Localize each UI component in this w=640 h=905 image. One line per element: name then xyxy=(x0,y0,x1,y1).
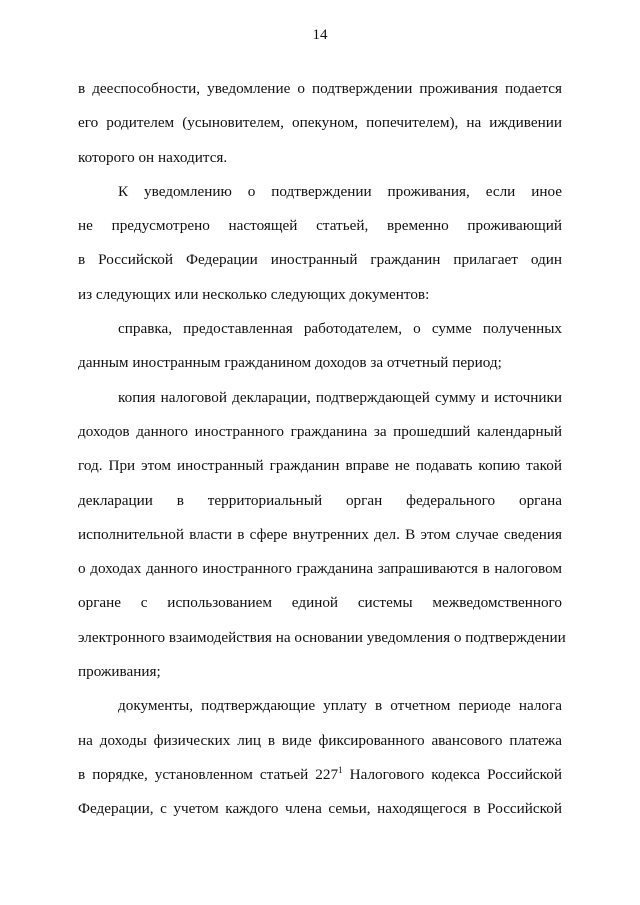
text-line-content: К уведомлению о подтверждении проживания, если иное xyxy=(118,182,562,200)
footnote-superscript: 1 xyxy=(338,764,343,775)
text-line-content: справка, предоставленная работодателем, о сумме полученных xyxy=(118,320,562,338)
text-line-content: о доходах данного иностранного гражданина запрашиваются в налоговом xyxy=(78,560,562,578)
text-line xyxy=(78,209,562,243)
text-line xyxy=(78,346,562,380)
text-line-content: в порядке, установленном статьей 227 xyxy=(78,765,339,783)
text-line xyxy=(78,175,562,209)
text-line xyxy=(78,312,562,346)
text-line-content: декларации в территориальный орган федерального органа xyxy=(78,491,562,509)
text-line xyxy=(78,689,562,723)
text-line-content: документы, подтверждающие уплату в отчетном периоде налога xyxy=(118,697,562,715)
text-line-content: в дееспособности, уведомление о подтверждении проживания подается xyxy=(78,80,562,97)
text-line-content: доходов данного иностранного гражданина за прошедший календарный xyxy=(78,422,562,440)
text-line xyxy=(78,655,562,689)
text-line xyxy=(78,484,562,518)
page-number: 14 xyxy=(312,27,328,43)
document-body xyxy=(78,72,566,827)
text-line xyxy=(78,381,562,415)
text-line-content: органе с использованием единой системы межведомственного xyxy=(78,594,562,612)
text-line xyxy=(78,72,562,106)
text-line-content: из следующих или несколько следующих документов: xyxy=(78,285,430,303)
text-line xyxy=(78,106,562,140)
text-line xyxy=(78,415,562,449)
text-line-content: копия налоговой декларации, подтверждающей сумму и источники xyxy=(118,388,562,406)
text-line-content: его родителем (усыновителем, опекуном, попечителем), на иждивении xyxy=(78,114,562,132)
text-line xyxy=(78,552,562,586)
text-line xyxy=(78,278,562,312)
text-line xyxy=(78,724,562,758)
text-line-content: год. При этом иностранный гражданин вправе не подавать копию такой xyxy=(78,457,562,475)
text-line-content: в Российской Федерации иностранный гражданин прилагает один xyxy=(78,251,562,269)
text-line xyxy=(78,758,562,792)
text-line-content: данным иностранным гражданином доходов за отчетный период; xyxy=(78,354,502,372)
text-line-content: проживания; xyxy=(78,663,161,681)
text-line xyxy=(78,449,562,483)
text-line xyxy=(78,621,566,655)
text-line xyxy=(78,586,562,620)
text-line-content: не предусмотрено настоящей статьей, временно проживающий xyxy=(78,217,562,235)
text-line-content: Федерации, с учетом каждого члена семьи, находящегося в Российской xyxy=(78,800,562,818)
text-line xyxy=(78,141,562,175)
text-line-content: на доходы физических лиц в виде фиксированного авансового платежа xyxy=(78,731,562,749)
text-line xyxy=(78,243,562,277)
text-line-continuation: Налогового кодекса Российской xyxy=(342,765,562,783)
text-line-content: электронного взаимодействия на основании уведомления о подтверждении xyxy=(78,628,566,646)
text-line-content: которого он находится. xyxy=(78,148,228,166)
text-line-content: исполнительной власти в сфере внутренних дел. В этом случае сведения xyxy=(78,525,562,543)
text-line xyxy=(78,518,562,552)
text-line xyxy=(78,792,562,826)
